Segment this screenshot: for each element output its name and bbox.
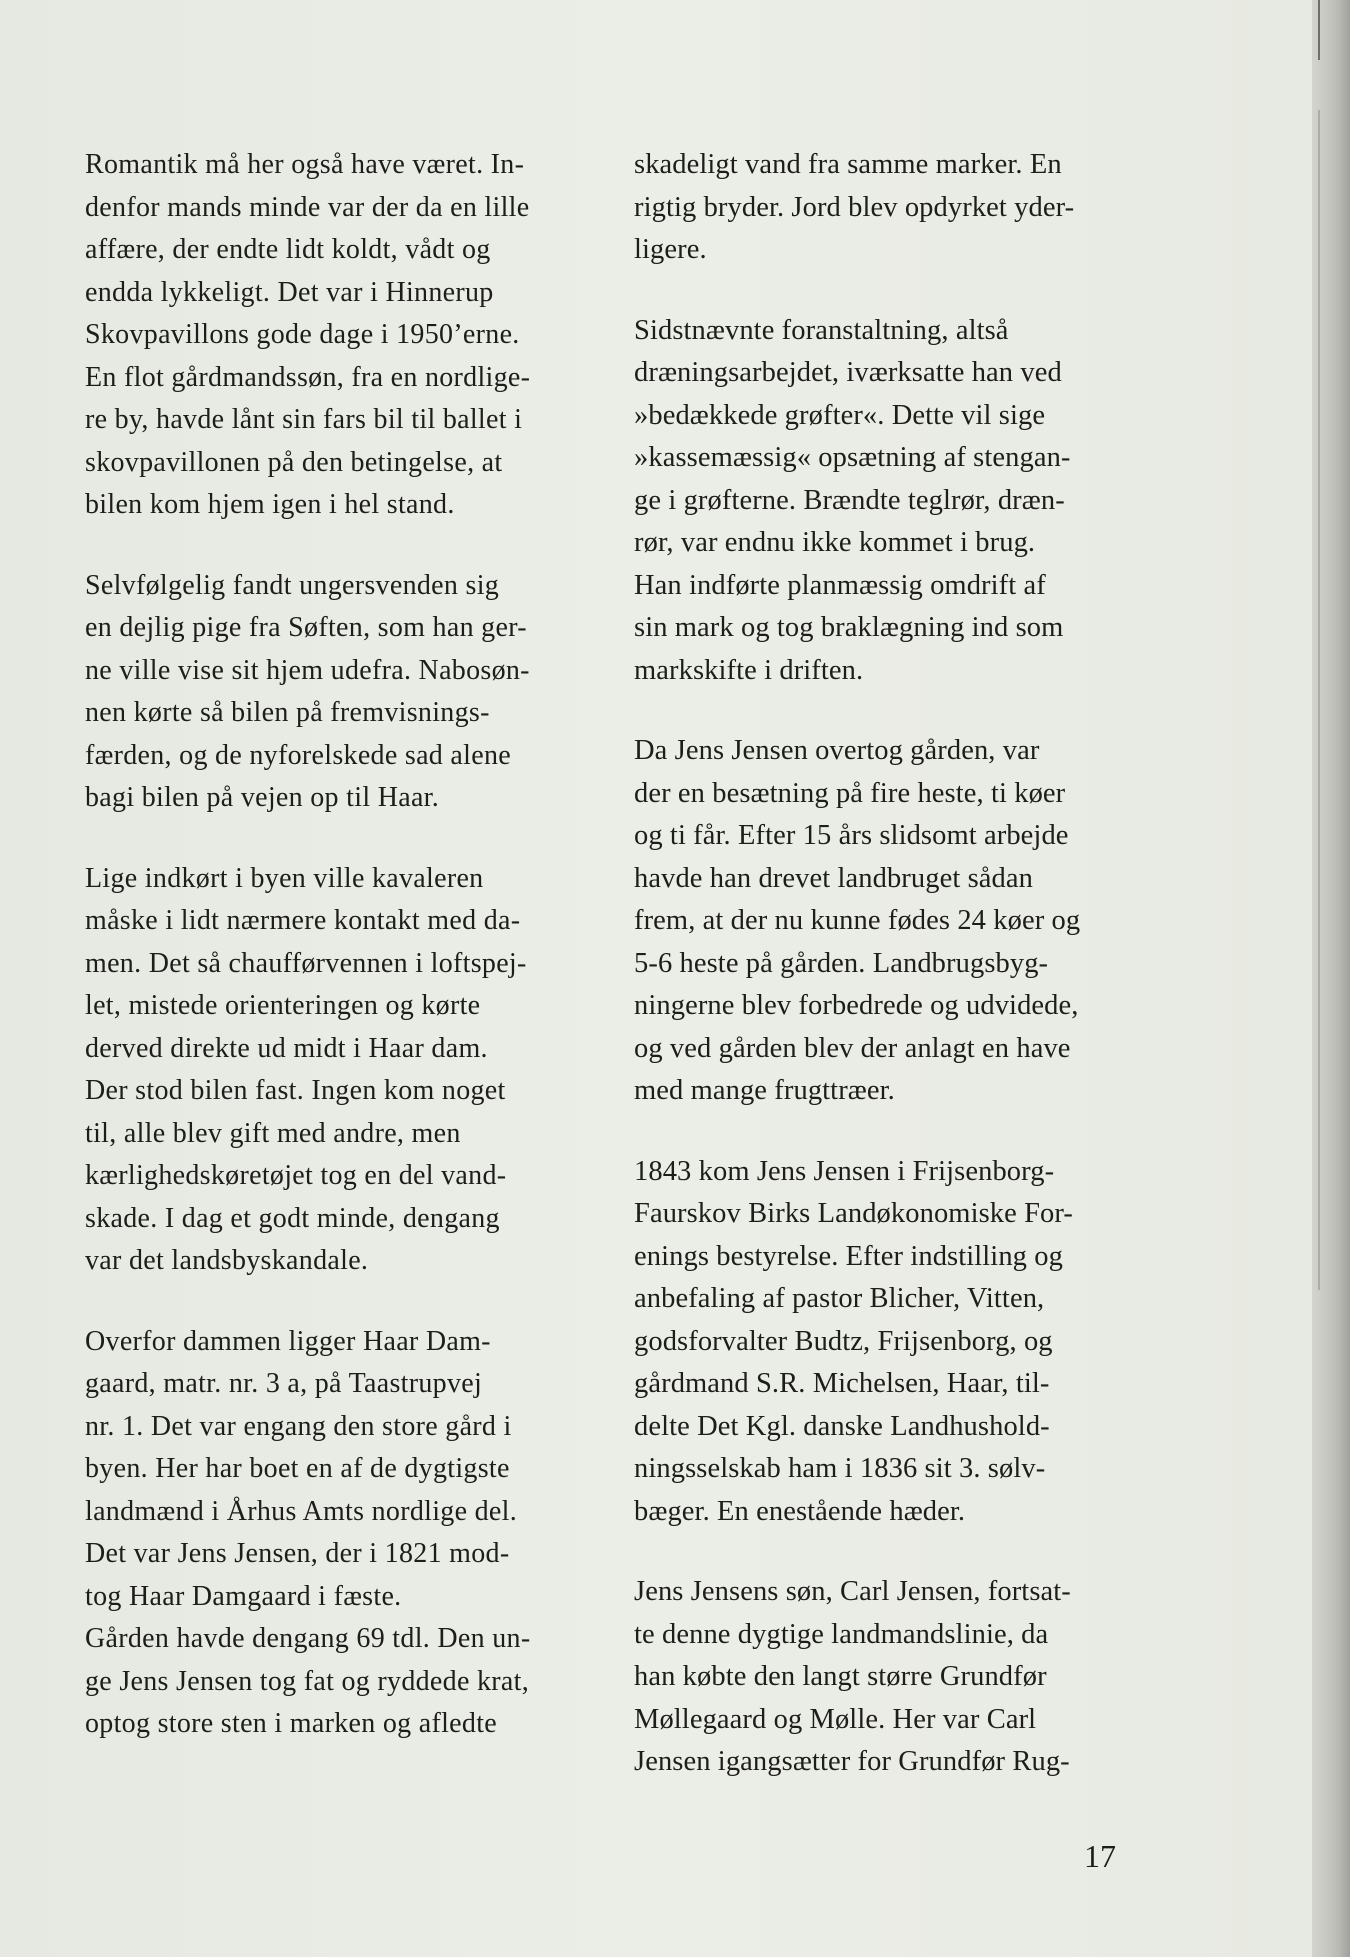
text-line: bagi bilen på vejen op til Haar. — [85, 782, 440, 813]
text-line: ningsselskab ham i 1836 sit 3. sølv- — [634, 1453, 1046, 1484]
text-line: sin mark og tog braklægning ind som — [634, 612, 1064, 643]
text-line: Skovpavillons gode dage i 1950’erne. — [85, 319, 520, 350]
text-line: frem, at der nu kunne fødes 24 køer og — [634, 905, 1081, 936]
text-line: skovpavillonen på den betingelse, at — [85, 446, 503, 478]
text-line: Selvfølgelig fandt ungersvenden sig — [85, 569, 500, 601]
text-line: gårdmand S.R. Michelsen, Haar, til- — [634, 1368, 1050, 1399]
text-line: Møllegaard og Mølle. Her var Carl — [634, 1703, 1037, 1735]
text-line: Overfor dammen ligger Haar Dam- — [85, 1325, 491, 1357]
right-text-column — [634, 144, 1174, 1822]
text-line: Det var Jens Jensen, der i 1821 mod- — [85, 1538, 510, 1569]
text-line: ge i grøfterne. Brændte teglrør, dræn- — [634, 484, 1065, 516]
right-paragraph — [634, 310, 1174, 693]
right-paragraph — [634, 1571, 1174, 1784]
text-line: og ti får. Efter 15 års slidsomt arbejde — [634, 820, 1069, 851]
text-line: anbefaling af pastor Blicher, Vitten, — [634, 1283, 1045, 1314]
text-line: godsforvalter Budtz, Frijsenborg, og — [634, 1325, 1053, 1357]
text-line: »kassemæssig« opsætning af stengan- — [634, 442, 1071, 473]
text-line: denfor mands minde var der da en lille — [85, 191, 530, 223]
text-line: ne ville vise sit hjem udefra. Nabosøn- — [85, 654, 530, 686]
text-line: og ved gården blev der anlagt en have — [634, 1032, 1071, 1064]
text-line: til, alle blev gift med andre, men — [85, 1117, 461, 1149]
text-line: færden, og de nyforelskede sad alene — [85, 739, 511, 771]
right-paragraph — [634, 1151, 1174, 1534]
text-line: ligere. — [634, 234, 707, 265]
text-line: var det landsbyskandale. — [85, 1245, 369, 1276]
text-line: let, mistede orienteringen og kørte — [85, 990, 481, 1021]
text-line: Der stod bilen fast. Ingen kom noget — [85, 1075, 506, 1106]
text-line: landmænd i Århus Amts nordlige del. — [85, 1495, 518, 1527]
text-line: ningerne blev forbedrede og udvidede, — [634, 990, 1079, 1021]
text-line: 1843 kom Jens Jensen i Frijsenborg- — [634, 1155, 1055, 1187]
text-line: med mange frugttræer. — [634, 1075, 895, 1106]
text-line: enings bestyrelse. Efter indstilling og — [634, 1240, 1063, 1272]
text-line: byen. Her har boet en af de dygtigste — [85, 1453, 510, 1484]
text-line: markskifte i driften. — [634, 654, 864, 686]
text-line: gaard, matr. nr. 3 a, på Taastrupvej — [85, 1368, 483, 1399]
text-line: der en besætning på fire heste, ti køer — [634, 777, 1066, 809]
text-line: Han indførte planmæssig omdrift af — [634, 569, 1046, 601]
text-line: Gården havde dengang 69 tdl. Den un- — [85, 1623, 531, 1654]
page-number: 17 — [1084, 1838, 1116, 1874]
text-line: måske i lidt nærmere kontakt med da- — [85, 905, 521, 936]
text-line: Romantik må her også have været. In- — [85, 149, 525, 180]
text-line: tog Haar Damgaard i fæste. — [85, 1580, 402, 1612]
text-line: skadeligt vand fra samme marker. En — [634, 149, 1062, 180]
text-line: affære, der endte lidt koldt, vådt og — [85, 234, 491, 265]
text-line: endda lykkeligt. Det var i Hinnerup — [85, 276, 494, 308]
text-line: delte Det Kgl. danske Landhushold- — [634, 1410, 1050, 1442]
text-line: Faurskov Birks Landøkonomiske For- — [634, 1198, 1074, 1229]
page-edge-mark — [1318, 110, 1320, 1290]
text-line: dræningsarbejdet, iværksatte han ved — [634, 357, 1062, 388]
text-line: ge Jens Jensen tog fat og ryddede krat, — [85, 1665, 530, 1697]
text-line: derved direkte ud midt i Haar dam. — [85, 1032, 488, 1064]
left-paragraph — [85, 1321, 625, 1746]
left-paragraph — [85, 565, 625, 820]
text-line: han købte den langt større Grundfør — [634, 1661, 1047, 1692]
page-edge-mark — [1318, 0, 1320, 60]
text-line: rigtig bryder. Jord blev opdyrket yder- — [634, 191, 1075, 223]
right-paragraph — [634, 144, 1174, 272]
text-line: 5-6 heste på gården. Landbrugsbyg- — [634, 947, 1049, 979]
right-paragraph — [634, 730, 1174, 1113]
text-line: bilen kom hjem igen i hel stand. — [85, 489, 455, 520]
text-line: re by, havde lånt sin fars bil til ballet i — [85, 404, 523, 435]
text-line: Lige indkørt i byen ville kavaleren — [85, 862, 484, 894]
text-line: nr. 1. Det var engang den store gård i — [85, 1410, 512, 1442]
text-line: en dejlig pige fra Søften, som han ger- — [85, 612, 527, 643]
text-line: nen kørte så bilen på fremvisnings- — [85, 697, 490, 728]
text-line: men. Det så chaufførvennen i loftspej- — [85, 947, 527, 979]
text-line: En flot gårdmandssøn, fra en nordlige- — [85, 361, 531, 393]
text-line: »bedækkede grøfter«. Dette vil sige — [634, 399, 1046, 431]
text-line: skade. I dag et godt minde, dengang — [85, 1202, 500, 1234]
left-paragraph — [85, 858, 625, 1283]
left-text-column — [85, 144, 625, 1784]
text-line: te denne dygtige landmandslinie, da — [634, 1618, 1049, 1650]
text-line: Jensen igangsætter for Grundfør Rug- — [634, 1746, 1070, 1777]
text-line: bæger. En enestående hæder. — [634, 1495, 966, 1527]
text-line: optog store sten i marken og afledte — [85, 1708, 498, 1739]
text-line: Sidstnævnte foranstaltning, altså — [634, 314, 1009, 346]
left-paragraph — [85, 144, 625, 527]
text-line: Da Jens Jensen overtog gården, var — [634, 735, 1040, 766]
text-line: kærlighedskøretøjet tog en del vand- — [85, 1160, 507, 1191]
text-line: rør, var endnu ikke kommet i brug. — [634, 527, 1036, 558]
text-line: havde han drevet landbruget sådan — [634, 862, 1033, 894]
text-line: Jens Jensens søn, Carl Jensen, fortsat- — [634, 1576, 1071, 1607]
